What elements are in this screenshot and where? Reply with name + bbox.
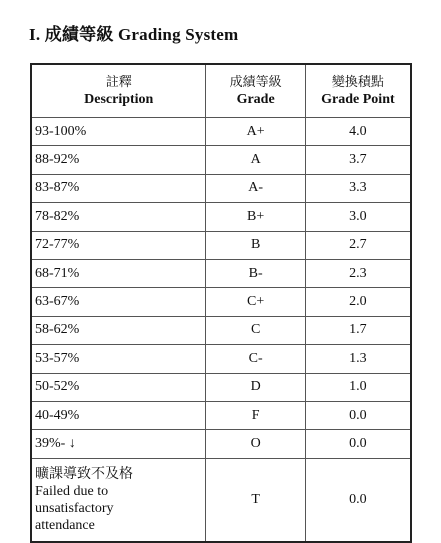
description-cell: 68-71% xyxy=(31,259,206,287)
description-cell: 39%- ↓ xyxy=(31,430,206,458)
description-cell: 50-52% xyxy=(31,373,206,401)
grade-point-cell: 0.0 xyxy=(305,458,411,542)
table-row xyxy=(31,373,411,401)
description-cell: 88-92% xyxy=(31,146,206,174)
description-cell xyxy=(31,458,206,542)
grade-cell: T xyxy=(206,458,305,542)
table-row xyxy=(31,231,411,259)
grade-cell: B- xyxy=(206,259,305,287)
header-grade-point-en: Grade Point xyxy=(321,92,395,107)
grade-point-cell: 1.0 xyxy=(305,373,411,401)
grade-point-cell: 1.7 xyxy=(305,316,411,344)
header-description-zh: 註釋 xyxy=(105,74,132,89)
header-grade-point xyxy=(305,64,411,118)
grade-point-cell: 3.7 xyxy=(305,146,411,174)
description-cell: 53-57% xyxy=(31,345,206,373)
grade-cell: B+ xyxy=(206,203,305,231)
grade-cell: B xyxy=(206,231,305,259)
grade-cell: A- xyxy=(206,174,305,202)
grade-point-cell: 1.3 xyxy=(305,345,411,373)
grade-point-cell: 0.0 xyxy=(305,401,411,429)
description-cell: 63-67% xyxy=(31,288,206,316)
grade-cell: O xyxy=(206,430,305,458)
header-grade-zh: 成績等級 xyxy=(229,74,282,89)
description-cell: 78-82% xyxy=(31,203,206,231)
grading-table xyxy=(30,63,412,543)
table-row xyxy=(31,401,411,429)
description-cell: 72-77% xyxy=(31,231,206,259)
section-heading: I. 成績等級 Grading System xyxy=(29,25,239,44)
grade-cell: C- xyxy=(206,345,305,373)
table-row xyxy=(31,288,411,316)
table-row xyxy=(31,316,411,344)
grade-point-cell: 2.7 xyxy=(305,231,411,259)
header-grade-point-zh: 變換積點 xyxy=(331,74,384,89)
description-cell: 58-62% xyxy=(31,316,206,344)
description-line: 曠課導致不及格 xyxy=(35,466,133,482)
table-row xyxy=(31,174,411,202)
table-header-row xyxy=(31,64,411,118)
grade-cell: C+ xyxy=(206,288,305,316)
table-row xyxy=(31,146,411,174)
grade-point-cell: 3.3 xyxy=(305,174,411,202)
grade-cell: D xyxy=(206,373,305,401)
grade-cell: F xyxy=(206,401,305,429)
header-description xyxy=(31,64,206,118)
header-grade xyxy=(206,64,305,118)
grade-cell: A xyxy=(206,146,305,174)
grade-point-cell: 2.0 xyxy=(305,288,411,316)
grade-cell: A+ xyxy=(206,118,305,146)
table-row xyxy=(31,259,411,287)
header-grade-en: Grade xyxy=(236,92,275,107)
table-row xyxy=(31,430,411,458)
grade-cell: C xyxy=(206,316,305,344)
description-line: Failed due to xyxy=(35,483,109,499)
description-cell: 93-100% xyxy=(31,118,206,146)
description-line: attendance xyxy=(35,517,95,533)
description-cell: 40-49% xyxy=(31,401,206,429)
grade-point-cell: 0.0 xyxy=(305,430,411,458)
header-description-en: Description xyxy=(84,92,154,107)
description-cell: 83-87% xyxy=(31,174,206,202)
grade-point-cell: 4.0 xyxy=(305,118,411,146)
description-line: unsatisfactory xyxy=(35,500,114,516)
table-row xyxy=(31,203,411,231)
grade-point-cell: 3.0 xyxy=(305,203,411,231)
table-row xyxy=(31,458,411,542)
table-row xyxy=(31,345,411,373)
table-row xyxy=(31,118,411,146)
grade-point-cell: 2.3 xyxy=(305,259,411,287)
